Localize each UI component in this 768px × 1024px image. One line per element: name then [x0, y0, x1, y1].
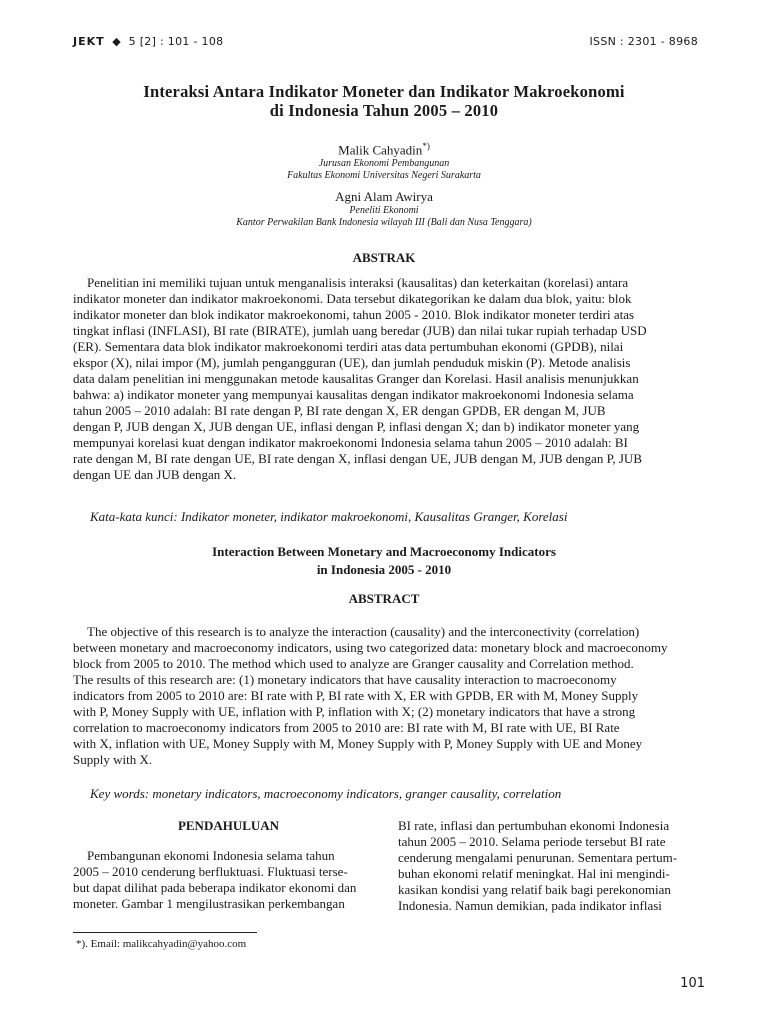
text-line: dengan P, JUB dengan X, JUB dengan UE, inflasi dengan P, inflasi dengan X; dan b) indikator moneter yang: [73, 419, 640, 434]
journal-citation: [73, 35, 223, 48]
issn: ISSN : 2301 - 8968: [589, 35, 698, 48]
english-title-line-2: in Indonesia 2005 - 2010: [316, 562, 452, 577]
text-line: Pembangunan ekonomi Indonesia selama tahun: [87, 848, 335, 863]
bullet-icon: ◆: [108, 35, 125, 48]
title-line-1: Interaksi Antara Indikator Moneter dan Indikator Makroekonomi: [143, 82, 625, 101]
text-line: with X, inflation with UE, Money Supply with M, Money Supply with P, Money Supply with UE and Money: [73, 736, 643, 751]
author-affiliation-1: Peneliti Ekonomi: [349, 205, 419, 216]
footnote-divider: [73, 932, 257, 933]
text-line: tingkat inflasi (INFLASI), BI rate (BIRATE), jumlah uang beredar (JUB) dan nilai tukar rupiah terhadap USD: [73, 323, 647, 338]
body-right-column: [398, 818, 705, 914]
author-name: Agni Alam Awirya: [335, 189, 433, 204]
section-heading: PENDAHULUAN: [177, 818, 280, 833]
text-line: 2005 – 2010 cenderung berfluktuasi. Fluktuasi terse-: [73, 864, 348, 879]
issue-pages: 5 [2] : 101 - 108: [128, 35, 224, 48]
text-line: moneter. Gambar 1 mengilustrasikan perkembangan: [73, 896, 345, 911]
text-line: between monetary and macroeconomy indicators, using two categorized data: monetary block and macroeconomy: [73, 640, 668, 655]
abstract-keywords: Key words: monetary indicators, macroeconomy indicators, granger causality, correlation: [90, 786, 562, 801]
author-name: Malik Cahyadin: [338, 142, 423, 158]
title-line-2: di Indonesia Tahun 2005 – 2010: [269, 101, 499, 120]
text-line: Indonesia. Namun demikian, pada indikator inflasi: [398, 898, 662, 913]
text-line: tahun 2005 – 2010 adalah: BI rate dengan P, BI rate dengan X, ER dengan GPDB, ER dengan M, JUB: [73, 403, 606, 418]
text-line: The results of this research are: (1) monetary indicators that have causality interaction to macroeconomy: [73, 672, 617, 687]
author-mark: *): [422, 141, 430, 151]
text-line: dengan UE dan JUB dengan X.: [73, 467, 237, 482]
text-line: buhan ekonomi relatif meningkat. Hal ini mengindi-: [398, 866, 670, 881]
text-line: correlation to macroeconomy indicators from 2005 to 2010 are: BI rate with M, BI rate with UE, BI Rate: [73, 720, 620, 735]
text-line: cenderung mengalami penurunan. Sementara pertum-: [398, 850, 678, 865]
text-line: bahwa: a) indikator moneter yang mempunyai kausalitas dengan indikator makroekonomi Indonesia selama: [73, 387, 634, 402]
text-line: block from 2005 to 2010. The method which used to analyze are Granger causality and Correlation method.: [73, 656, 634, 671]
text-line: BI rate, inflasi dan pertumbuhan ekonomi Indonesia: [398, 818, 670, 833]
author-2: [73, 189, 695, 229]
abstract-heading: ABSTRACT: [348, 591, 420, 606]
abstrak-heading: ABSTRAK: [352, 250, 416, 265]
text-line: but dapat dilihat pada beberapa indikator ekonomi dan: [73, 880, 357, 895]
text-line: ekspor (X), nilai impor (M), jumlah pengangguran (UE), dan jumlah penduduk miskin (P). Metode analisis: [73, 355, 631, 370]
text-line: The objective of this research is to analyze the interaction (causality) and the interconectivity (correlation): [87, 624, 640, 639]
text-line: indicators from 2005 to 2010 are: BI rate with P, BI rate with X, ER with GPDB, ER with M, Money Supply: [73, 688, 639, 703]
body-left-column: [73, 818, 384, 912]
author-affiliation-2: Fakultas Ekonomi Universitas Negeri Surakarta: [287, 170, 481, 182]
text-line: (ER). Sementara data blok indikator makroekonomi terdiri atas data pertumbuhan ekonomi (GPDB), nilai: [73, 339, 624, 354]
author-1: [73, 141, 695, 182]
text-line: rate dengan M, BI rate dengan UE, BI rate dengan X, inflasi dengan UE, JUB dengan M, JUB dengan P, JUB: [73, 451, 642, 466]
text-line: data dalam penelitian ini menggunakan metode kausalitas Granger dan Korelasi. Hasil analisis menunjukkan: [73, 371, 639, 386]
english-title-line-1: Interaction Between Monetary and Macroeconomy Indicators: [212, 544, 556, 559]
text-line: indikator moneter dan indikator makroekonomi. Data tersebut dikategorikan ke dalam dua blok, yaitu: blok: [73, 291, 632, 306]
english-title: [73, 543, 695, 579]
footnote: *). Email: malikcahyadin@yahoo.com: [76, 938, 247, 950]
text-line: with P, Money Supply with UE, inflation with P, inflation with X; (2) monetary indicators that have a strong: [73, 704, 636, 719]
paper-title: [73, 82, 695, 120]
abstrak-keywords: Kata-kata kunci: Indikator moneter, indikator makroekonomi, Kausalitas Granger, Korelasi: [90, 509, 568, 524]
abstrak-text: [73, 275, 700, 483]
page-number: 101: [680, 976, 705, 991]
author-affiliation-2: Kantor Perwakilan Bank Indonesia wilayah III (Bali dan Nusa Tenggara): [236, 217, 532, 228]
text-line: tahun 2005 – 2010. Selama periode tersebut BI rate: [398, 834, 666, 849]
running-header: [73, 35, 698, 51]
text-line: Supply with X.: [73, 752, 153, 767]
author-affiliation-1: Jurusan Ekonomi Pembangunan: [318, 158, 450, 170]
journal-name: JEKT: [73, 35, 105, 48]
text-line: mempunyai korelasi kuat dengan indikator makroekonomi Indonesia selama tahun 2005 – 2010 adalah: BI: [73, 435, 628, 450]
text-line: Penelitian ini memiliki tujuan untuk menganalisis interaksi (kausalitas) dan keterkaitan (korelasi) antara: [87, 275, 629, 290]
abstract-text: [73, 624, 700, 768]
text-line: kasikan kondisi yang relatif baik bagi perekonomian: [398, 882, 671, 897]
text-line: indikator moneter dan blok indikator makroekonomi, tahun 2005 - 2010. Blok indikator moneter terdiri atas: [73, 307, 635, 322]
